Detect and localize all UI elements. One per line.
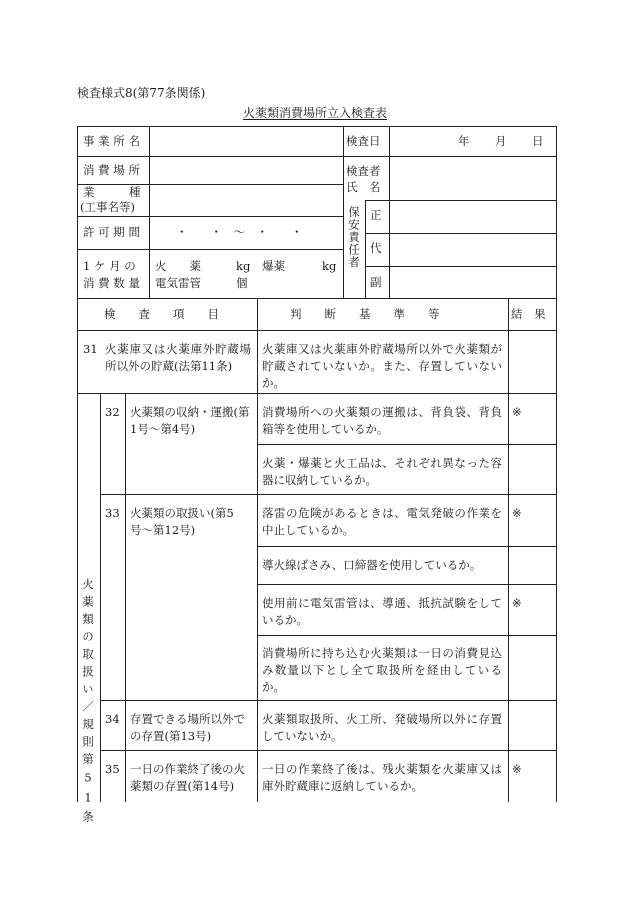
inspection-date-label: 検査日 bbox=[346, 134, 381, 148]
row-35-criteria: 一日の作業終了後は、残火薬類を火薬庫又は庫外貯蔵庫に返納しているか。 bbox=[262, 762, 502, 793]
industry-label-1: 業 種 bbox=[83, 185, 141, 199]
row-33-criteria: 落雷の危険があるときは、電気発破の作業を中止しているか。 bbox=[262, 506, 502, 537]
row-35-number: 35 bbox=[105, 762, 120, 776]
gunpowder-label: 火 薬 bbox=[155, 259, 201, 273]
row-34-number: 34 bbox=[105, 712, 120, 726]
seat-main: 正 bbox=[370, 208, 382, 222]
row-31-item: 火薬庫又は火薬庫外貯蔵場所以外の貯蔵(法第11条) bbox=[105, 342, 251, 373]
row-35-item: 一日の作業終了後の火薬類の存置(第14号) bbox=[130, 762, 245, 793]
row-33-mark: ※ bbox=[512, 506, 522, 520]
date-day: 日 bbox=[532, 134, 544, 148]
page-title-text: 火薬類消費場所立入検査表 bbox=[242, 106, 387, 120]
business-name-field[interactable] bbox=[150, 127, 342, 155]
row-31-criteria: 火薬庫又は火薬庫外貯蔵場所以外で火薬類が貯蔵されていないか。また、存置していないか。 bbox=[262, 342, 502, 390]
column-header-item: 検 査 項 目 bbox=[104, 307, 219, 321]
column-header-result: 結 果 bbox=[511, 307, 546, 321]
row-34-criteria: 火薬類取扱所、火工所、発破場所以外に存置していないか。 bbox=[262, 712, 502, 743]
monthly-label-1: 1 ケ 月 の bbox=[83, 259, 136, 273]
inspector-label-2: 氏 名 bbox=[346, 180, 381, 194]
business-name-label: 事 業 所 名 bbox=[83, 134, 140, 148]
date-month: 月 bbox=[495, 134, 507, 148]
column-header-criteria: 判 断 基 準 等 bbox=[290, 307, 440, 321]
kg-unit-2: kg bbox=[322, 259, 337, 273]
seat-proxy: 代 bbox=[370, 241, 382, 255]
row-34-item: 存置できる場所以外での存置(第13号) bbox=[130, 712, 245, 743]
security-officer-label: 保安責任者 bbox=[347, 206, 361, 269]
row-32-item: 火薬類の収納・運搬(第1号〜第4号) bbox=[130, 405, 250, 436]
row-33b-criteria: 導火線ばさみ、口締器を使用しているか。 bbox=[262, 558, 482, 572]
consumption-place-label: 消 費 場 所 bbox=[83, 163, 140, 177]
explosive-label: 爆薬 bbox=[262, 259, 285, 273]
industry-label-2: (工事名等) bbox=[80, 200, 135, 214]
consumption-place-field[interactable] bbox=[150, 157, 342, 183]
monthly-label-2: 消 費 数 量 bbox=[83, 276, 140, 290]
form-number: 検査様式8(第77条関係) bbox=[77, 86, 206, 100]
row-33c-criteria: 使用前に電気雷管は、導通、抵抗試験をしているか。 bbox=[262, 596, 502, 627]
row-32-criteria: 消費場所への火薬類の運搬は、背負袋、背負箱等を使用しているか。 bbox=[262, 405, 502, 436]
row-33-item: 火薬類の取扱い(第5号〜第12号) bbox=[130, 506, 234, 537]
permit-period-label: 許 可 期 間 bbox=[83, 225, 140, 239]
piece-unit: 個 bbox=[236, 276, 248, 290]
row-33c-mark: ※ bbox=[512, 596, 522, 610]
permit-period-value: ・ ・ 〜 ・ ・ bbox=[176, 225, 303, 239]
row-35-mark: ※ bbox=[512, 762, 522, 776]
row-33d-criteria: 消費場所に持ち込む火薬類は一日の消費見込み数量以下とし全て取扱所を経由しているか。 bbox=[262, 646, 502, 694]
inspector-label-1: 検査者 bbox=[346, 164, 381, 178]
row-33-number: 33 bbox=[105, 506, 120, 520]
kg-unit-1: kg bbox=[236, 259, 251, 273]
row-32-mark: ※ bbox=[512, 405, 522, 419]
date-year: 年 bbox=[458, 134, 470, 148]
row-32b-criteria: 火薬・爆薬と火工品は、それぞれ異なった容器に収納しているか。 bbox=[262, 456, 502, 487]
seat-sub: 副 bbox=[370, 275, 382, 289]
detonator-label: 電気雷管 bbox=[155, 276, 201, 290]
row-32-number: 32 bbox=[105, 405, 120, 419]
side-group-label: 火薬類の取扱い／規則第51条 bbox=[81, 578, 95, 828]
row-31-number: 31 bbox=[83, 342, 98, 356]
